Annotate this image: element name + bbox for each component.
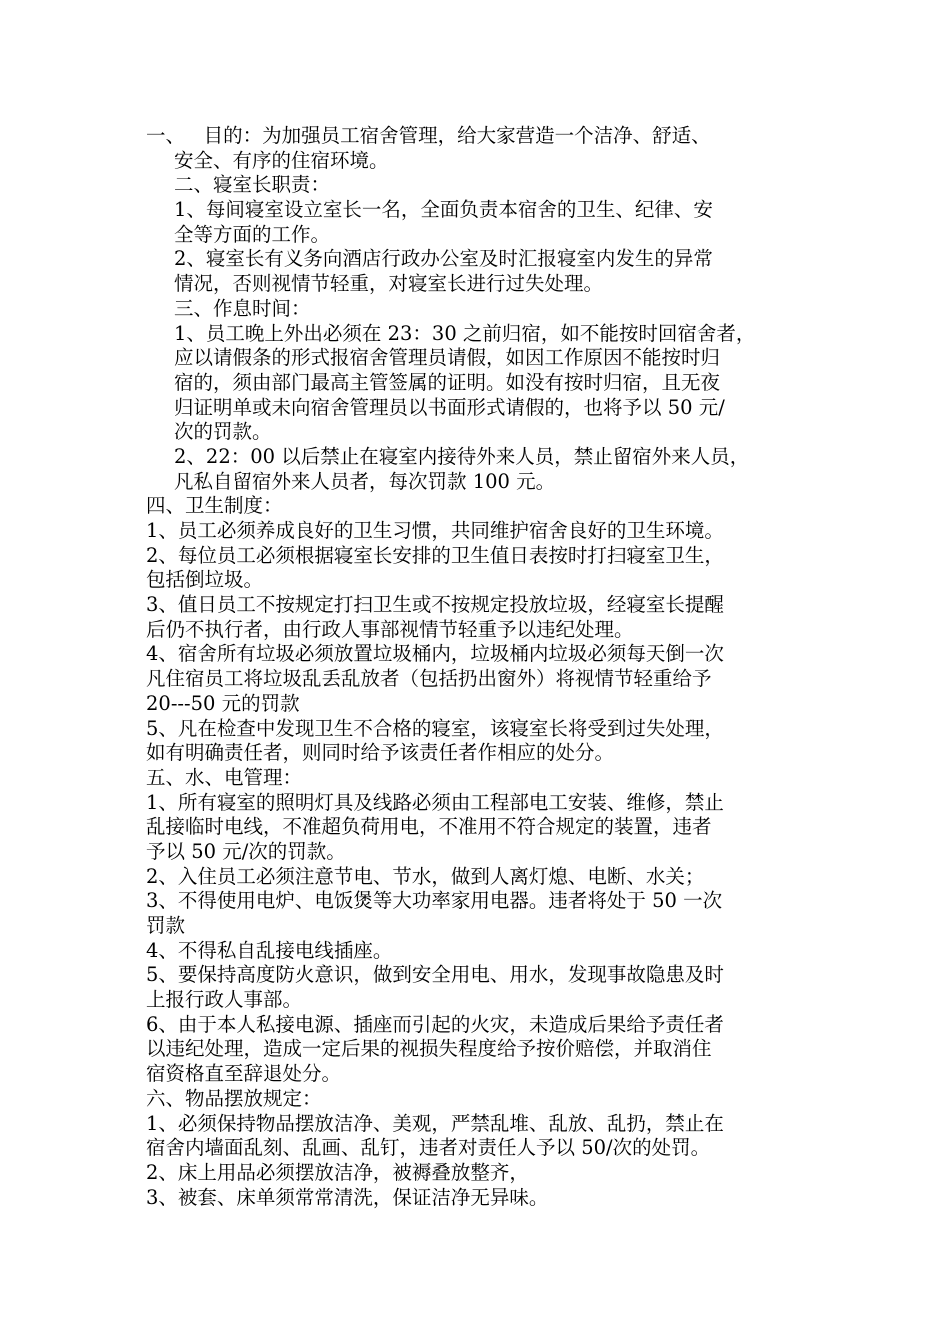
- document-line: 1、必须保持物品摆放洁净、美观，严禁乱堆、乱放、乱扔，禁止在: [146, 1111, 724, 1135]
- document-line: 6、由于本人私接电源、插座而引起的火灾，未造成后果给予责任者: [146, 1012, 724, 1036]
- document-line: 2、寝室长有义务向酒店行政办公室及时汇报寝室内发生的异常: [174, 247, 713, 271]
- document-line: 4、不得私自乱接电线插座。: [146, 938, 393, 962]
- document-line: 包括倒垃圾。: [146, 568, 264, 592]
- document-line: 1、员工必须养成良好的卫生习惯，共同维护宿舍良好的卫生环境。: [146, 519, 724, 542]
- document-line: 4、宿舍所有垃圾必须放置垃圾桶内，垃圾桶内垃圾必须每天倒一次: [146, 642, 724, 666]
- document-line: 2、床上用品必须摆放洁净，被褥叠放整齐，: [146, 1160, 529, 1184]
- document-line: 一、 目的：为加强员工宿舍管理，给大家营造一个洁净、舒适、: [146, 124, 711, 147]
- document-line: 六、物品摆放规定：: [146, 1086, 322, 1110]
- document-line: 5、要保持高度防火意识，做到安全用电、用水，发现事故隐患及时: [146, 963, 724, 987]
- document-line: 3、被套、床单须常常清洗，保证洁净无异味。: [146, 1185, 549, 1209]
- document-line: 四、卫生制度：: [146, 494, 283, 518]
- document-line: 安全、有序的住宿环境。: [174, 148, 389, 172]
- document-line: 2、入住员工必须注意节电、节水，做到人离灯熄、电断、水关；: [146, 864, 705, 888]
- document-line: 如有明确责任者，则同时给予该责任者作相应的处分。: [146, 741, 615, 765]
- document-line: 宿资格直至辞退处分。: [146, 1062, 342, 1086]
- document-line: 凡私自留宿外来人员者，每次罚款 100 元。: [174, 469, 556, 493]
- document-line: 五、水、电管理：: [146, 765, 303, 789]
- document-line: 上报行政人事部。: [146, 988, 303, 1012]
- document-line: 应以请假条的形式报宿舍管理员请假，如因工作原因不能按时归: [174, 346, 721, 370]
- document-line: 1、所有寝室的照明灯具及线路必须由工程部电工安装、维修，禁止: [146, 790, 724, 814]
- document-line: 2、每位员工必须根据寝室长安排的卫生值日表按时打扫寝室卫生，: [146, 543, 724, 567]
- document-line: 三、作息时间：: [174, 296, 311, 320]
- document-line: 二、寝室长职责：: [174, 173, 331, 197]
- document-line: 凡住宿员工将垃圾乱丢乱放者（包括扔出窗外）将视情节轻重给予: [146, 667, 712, 691]
- document-line: 乱接临时电线，不准超负荷用电，不准用不符合规定的装置，违者: [146, 815, 712, 839]
- document-line: 3、不得使用电炉、电饭煲等大功率家用电器。违者将处于 50 一次: [146, 889, 723, 913]
- document-line: 1、员工晚上外出必须在 23：30 之前归宿，如不能按时回宿舍者，: [174, 321, 756, 345]
- document-line: 后仍不执行者，由行政人事部视情节轻重予以违纪处理。: [146, 617, 634, 641]
- document-line: 以违纪处理，造成一定后果的视损失程度给予按价赔偿，并取消住: [146, 1037, 712, 1061]
- document-line: 1、每间寝室设立室长一名，全面负责本宿舍的卫生、纪律、安: [174, 198, 713, 222]
- document-line: 2、22：00 以后禁止在寝室内接待外来人员，禁止留宿外来人员，: [174, 444, 750, 468]
- document-line: 次的罚款。: [174, 420, 272, 444]
- document-line: 情况，否则视情节轻重，对寝室长进行过失处理。: [174, 272, 604, 296]
- document-line: 罚款: [146, 914, 186, 937]
- document-line: 5、凡在检查中发现卫生不合格的寝室，该寝室长将受到过失处理，: [146, 716, 724, 740]
- document-line: 宿舍内墙面乱刻、乱画、乱钉，违者对责任人予以 50/次的处罚。: [146, 1136, 711, 1160]
- document-line: 20---50 元的罚款: [146, 691, 300, 715]
- document-line: 宿的，须由部门最高主管签属的证明。如没有按时归宿，且无夜: [174, 370, 721, 394]
- document-line: 全等方面的工作。: [174, 222, 331, 246]
- document-body: [146, 124, 816, 1210]
- document-line: 归证明单或未向宿舍管理员以书面形式请假的，也将予以 50 元/: [174, 395, 725, 419]
- document-line: 3、值日员工不按规定打扫卫生或不按规定投放垃圾，经寝室长提醒: [146, 593, 724, 617]
- document-line: 予以 50 元/次的罚款。: [146, 839, 346, 863]
